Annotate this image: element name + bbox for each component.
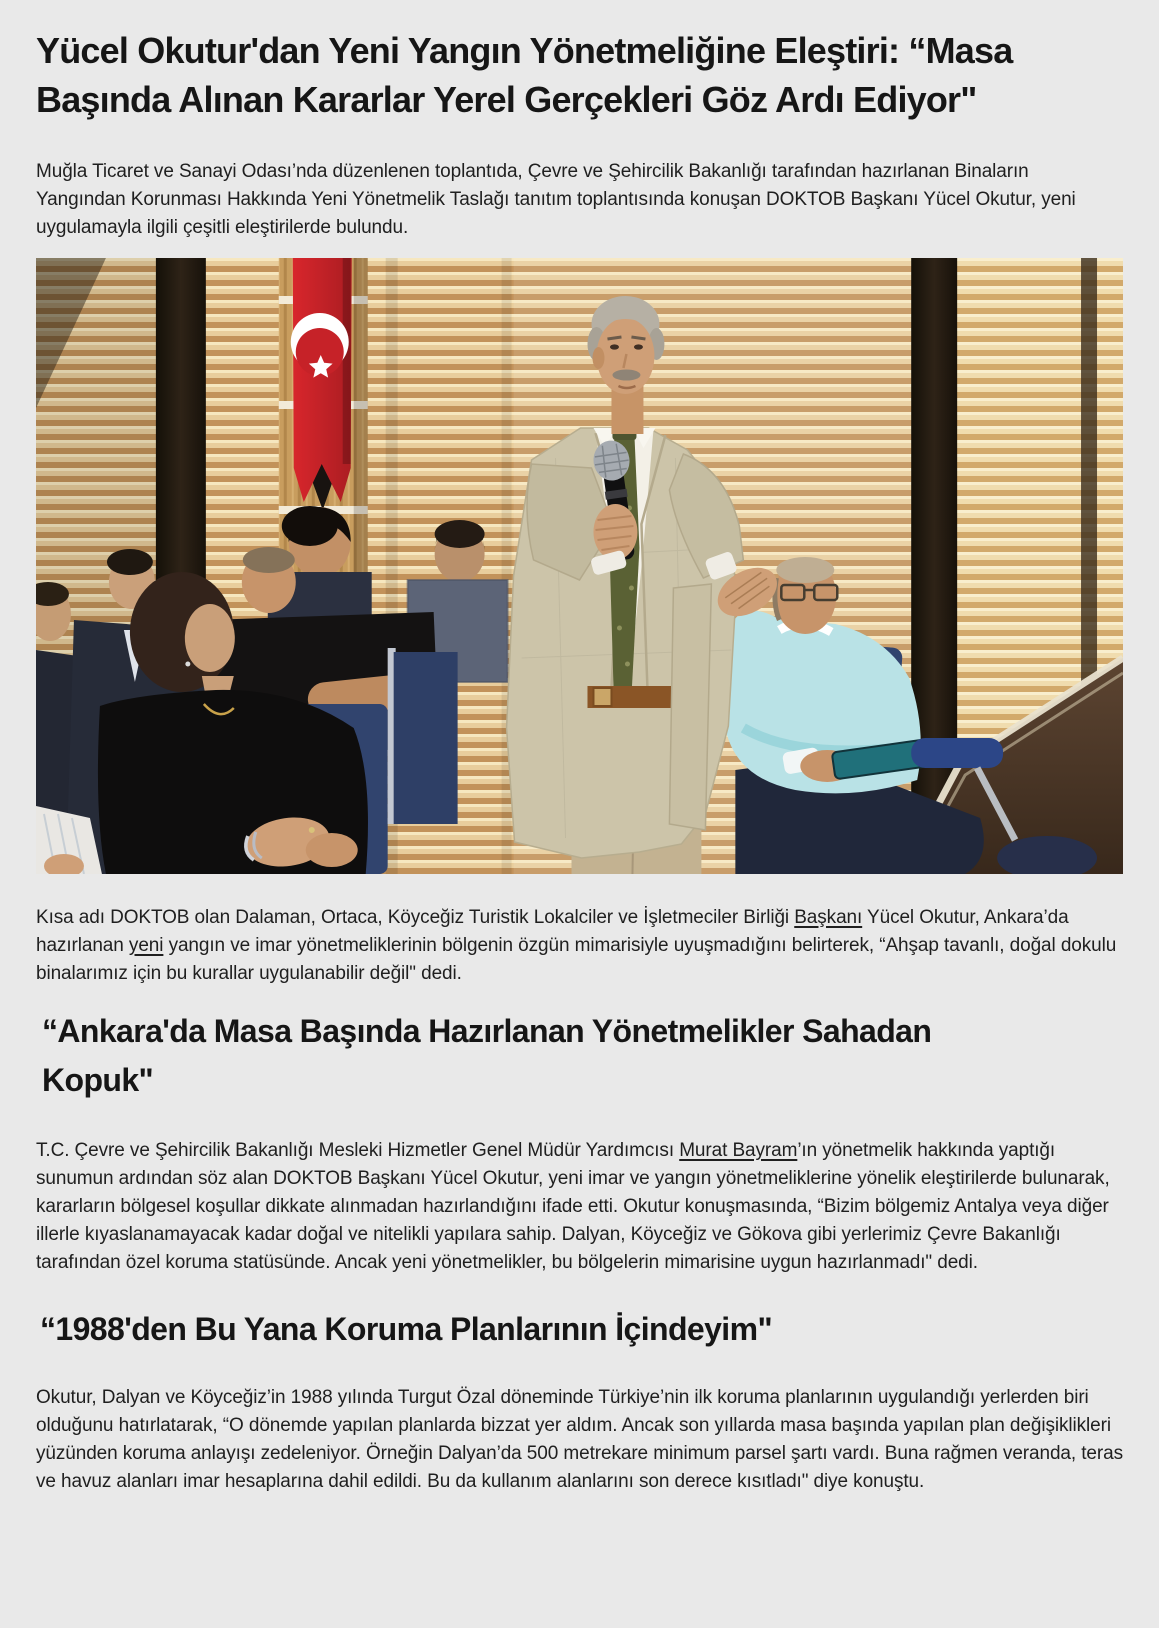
photo-illustration [36,258,1123,874]
section-heading-ankara: “Ankara'da Masa Başında Hazırlanan Yönetmelikler Sahadan Kopuk" [42,1013,932,1098]
text-segment: yangın ve imar yönetmeliklerinin bölgenin özgün mimarisiyle uyuşmadığını belirterek, “Ahşap tavanlı, doğal dokulu binalarımız için bu kurallar uygulanabilir değil" dedi. [36,935,1117,984]
article-headline: Yücel Okutur'dan Yeni Yangın Yönetmeliğine Eleştiri: “Masa Başında Alınan Kararlar Yerel Gerçekleri Göz Ardı Ediyor" [36,30,1013,120]
text-segment: ’ın yönetmelik hakkında yaptığı sunumun ardından söz alan DOKTOB Başkanı Yücel Okutur, yeni imar ve yangın yönetmeliklerine yönelik eleştirilerde bulunarak, kararların bölgesel koşullar dikkate alınmadan hazırlandığını ifade etti. Okutur konuşmasında, “Bizim bölgemiz Antalya veya diğer illerle kıyaslanamayacak kadar doğal ve nitelikli yapılara sahip. Dalyan, Köyceğiz ve Gökova gibi yerlerimiz Çevre Bakanlığı tarafından özel koruma statüsünde. Ancak yeni yönetmelikler, bu bölgelerin mimarisine uygun hazırlanmadı" dedi. [36,1140,1110,1273]
closing-paragraph: Okutur, Dalyan ve Köyceğiz’in 1988 yılında Turgut Özal döneminde Türkiye’nin ilk koruma planlarının uygulandığı yerlerden biri olduğunu hatırlatarak, “O dönemde yapılan planlarda bizzat yer aldım. Ancak son yıllarda masa başında yapılan plan değişiklikleri yüzünden koruma anlayışı zedeleniyor. Örneğin Dalyan’da 500 metrekare minimum parsel şartı vardı. Buna rağmen veranda, teras ve havuz alanları imar hesaplarına dahil edildi. Bu da kullanım alanlarını son derece kısıtladı" diye konuştu. [36,1387,1123,1492]
text-segment: Yücel Okutur, Ankara’da hazırlanan [36,907,1069,956]
inline-link[interactable]: Murat Bayram [679,1140,798,1161]
inline-link[interactable]: Başkanı [794,907,863,928]
doktob-paragraph [36,904,1123,988]
ankara-paragraph [36,1137,1123,1277]
turkish-flag-banner [291,258,352,510]
text-segment: T.C. Çevre ve Şehircilik Bakanlığı Mesleki Hizmetler Genel Müdür Yardımcısı [36,1140,680,1161]
inline-link[interactable]: yeni [128,935,164,956]
article-photo [36,258,1123,874]
section-heading-1988: “1988'den Bu Yana Koruma Planlarının İçindeyim" [40,1311,773,1347]
intro-paragraph: Muğla Ticaret ve Sanayi Odası’nda düzenlenen toplantıda, Çevre ve Şehircilik Bakanlığı tarafından hazırlanan Binaların Yangından Korunması Hakkında Yeni Yönetmelik Taslağı tanıtım toplantısında konuşan DOKTOB Başkanı Yücel Okutur, yeni uygulamayla ilgili çeşitli eleştirilerde bulundu. [36,161,1076,238]
text-segment: Kısa adı DOKTOB olan Dalaman, Ortaca, Köyceğiz Turistik Lokalciler ve İşletmeciler Birliği [36,907,795,928]
article-content [0,26,1159,1496]
article-page [0,26,1159,1628]
